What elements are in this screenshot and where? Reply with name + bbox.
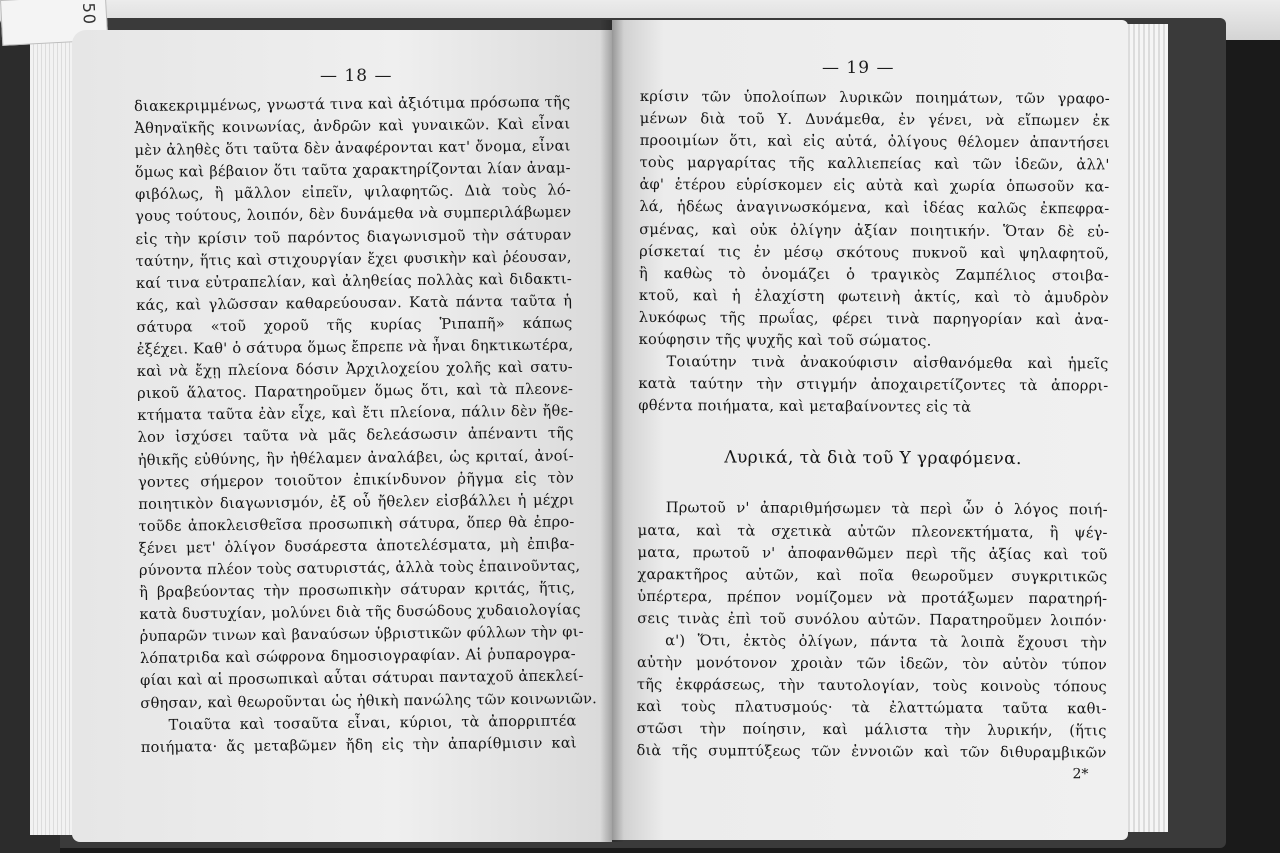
page-number-right: — 19 — — [822, 58, 895, 78]
text-line: σεις τινὰς ἐπὶ τοῦ συνόλου αὐτῶν. Παρατηροῦμεν λοιπόν· — [637, 609, 1108, 630]
text-line: τῆς ἐκφράσεως, τὴν ταυτολογίαν, τοὺς κοινοὺς τόπους — [636, 676, 1107, 696]
text-line: ματα, πρωτοῦ ν' ἀποφανθῶμεν περὶ τῆς ἀξίας καὶ τοῦ — [637, 543, 1108, 564]
text-line: φθέντα ποιήματα, καὶ μεταβαίνοντες εἰς τὰ — [638, 397, 972, 417]
text-line: διὰ τῆς συμπτύξεως τῶν ἐννοιῶν καὶ τῶν διθυραμβικῶν — [636, 742, 1107, 762]
text-line: τοὺς μαργαρίτας τῆς καλλιεπείας καὶ τῶν ἰδεῶν, ἀλλ' — [639, 154, 1110, 174]
text-line: χαρακτῆρος αὐτῶν, καὶ ποῖα θεωροῦμεν συγκριτικῶς — [637, 565, 1108, 586]
left-page — [72, 30, 612, 842]
text-line: φίαι καὶ αἱ προσωπικαὶ αὗται σάτυραι πανταχοῦ ἀπεκλεί- — [140, 667, 584, 690]
text-line: λον ἰσχύσει ταῦτα νὰ μᾶς δελεάσωσιν ἀπέναντι τῆς — [137, 424, 574, 447]
text-line: διακεκριμμένως, γνωστά τινα καὶ ἀξιότιμα πρόσωπα τῆς — [134, 93, 571, 115]
text-line: στῶσι τὴν ποίησιν, καὶ μάλιστα τὴν λυρικήν, (ἥτις — [636, 720, 1107, 740]
text-line: κρίσιν τῶν ὑπολοίπων λυρικῶν ποιημάτων, τῶν γραφο- — [639, 87, 1110, 108]
text-line: κατὰ δυστυχίαν, μολύνει διὰ τῆς δυσώδους χυδαιολογίας — [139, 601, 581, 624]
signature-mark: 2* — [1072, 765, 1089, 782]
text-line: λά, ἡδέως ἀναγινωσκόμενα, καὶ ἰδέας καλῶς ἐκπεφρα- — [639, 198, 1110, 218]
text-line: ἐξέχει. Καθ' ὁ σάτυρα ὅμως ἔπρεπε νὰ ἦναι δηκτικωτέρα, — [136, 336, 574, 359]
text-line: ρικοῦ ἅλατος. Παρατηροῦμεν ὅμως ὅτι, καὶ τὰ πλεονε- — [137, 380, 574, 403]
text-line: σάτυρα «τοῦ χοροῦ τῆς κυρίας Ῥιπαπῆ» κάπως — [136, 314, 573, 336]
text-line: Τοιαύτην τινὰ ἀνακούφισιν αἰσθανόμεθα καὶ ἡμεῖς — [666, 353, 1109, 373]
page-number-left: — 18 — — [320, 66, 393, 86]
text-line: καί τινα εὐτραπελίαν, καὶ ἀληθείας πολλὰς καὶ διδακτι- — [135, 270, 573, 292]
section-heading: Λυρικά, τὰ διὰ τοῦ Υ γραφόμενα. — [724, 447, 1022, 470]
text-line: τοῦδε ἀποκλεισθεῖσα προσωπικὴ σάτυρα, ὅπερ θὰ ἐπρο- — [138, 513, 575, 535]
library-tag-label: 50 — [78, 2, 99, 26]
text-line: ρύνοντα πλέον τοὺς σατυριστάς, ἀλλὰ τοὺς ἐπαινοῦντας, — [138, 557, 581, 579]
text-line: σθησαν, καὶ θεωροῦνται ὡς ἠθικὴ πανώλης τῶν κοινωνιῶν. — [140, 689, 598, 712]
text-line: ταύτην, ἥτις καὶ στιχουργίαν ἔχει φυσικὴν καὶ ῥέουσαν, — [135, 248, 572, 270]
text-line: κτήματα ταῦτα ἐὰν εἶχε, καὶ ἔτι πλείονα, πάλιν δὲν ἤθε- — [137, 402, 574, 425]
spacer — [638, 417, 1108, 447]
text-line: ἢ βραβεύοντας τὴν προσωπικὴν σάτυραν κριτάς, ἥτις, — [139, 579, 576, 602]
text-line: μὲν ἀληθὲς ὅτι ταῦτα δὲν ἀναφέρονται κατ' ὄνομα, εἶναι — [134, 137, 571, 160]
text-line: κατὰ ταύτην τὴν στιγμήν ἀποχαιρετίζοντες τὰ ἀπορρι- — [638, 375, 1109, 395]
paragraph-1 — [639, 86, 1110, 354]
text-line: λόπατριδα καὶ σώφρονα δημοσιογραφίαν. Αἱ ῥυπαρογρα- — [139, 645, 576, 668]
spacer — [638, 469, 1108, 499]
text-line: σμένας, καὶ οὐκ ὀλίγην ἀξίαν ποιητικήν. Ὅταν δὲ εὑ- — [639, 220, 1110, 241]
text-line: ρίσκεταί τις ἐν μέσῳ σκότους πυκνοῦ καὶ ψηλαφητοῦ, — [639, 242, 1110, 263]
text-line: Πρωτοῦ ν' ἀπαριθμήσωμεν τὰ περὶ ὧν ὁ λόγος ποιή- — [665, 499, 1108, 519]
text-line: ματα, καὶ τὰ σχετικὰ αὐτῶν πλεονεκτήματα, ἢ ψέγ- — [637, 521, 1108, 541]
text-line: Ἀθηναϊκῆς κοινωνίας, ἀνδρῶν καὶ γυναικῶν. Καὶ εἶναι — [134, 115, 571, 138]
text-line: ὅμως καὶ βέβαιον ὅτι ταῦτα χαρακτηρίζονται λίαν ἀναμ- — [134, 159, 571, 182]
text-line: ἠθικῆς εὐθύνης, ἣν ἠθέλαμεν ἀναλάβει, ὡς κριταί, ἀνοί- — [137, 446, 574, 469]
book-gutter — [600, 20, 624, 842]
text-line: λυκόφως τῆς πρωΐας, φέρει τινὰ παρηγορίαν καὶ ἀνα- — [638, 308, 1109, 329]
text-line: ξένει μετ' ὀλίγον δυσάρεστα ἀποτελέσματα, μὴ ἐπιβα- — [138, 535, 575, 557]
text-line: εἰς τὴν κρίσιν τοῦ παρόντος διαγωνισμοῦ τὴν σάτυραν — [135, 225, 572, 248]
left-page-text — [134, 91, 598, 758]
text-line: προοιμίων ὅτι, καὶ εἰς αὐτά, ὀλίγους θέλομεν ἀπαντήσει — [639, 132, 1110, 152]
text-line: ποιήματα· ἄς μεταβῶμεν ἤδη εἰς τὴν ἀπαρίθμισιν καὶ — [140, 734, 577, 756]
text-line: κτοῦ, καὶ ἡ ἐλαχίστη φωτεινὴ ἀκτίς, καὶ τὸ ἀμυδρὸν — [638, 286, 1109, 307]
text-line: καὶ νὰ ἔχῃ πλείονα δόσιν Ἀρχιλοχείου χολῆς καὶ σατυ- — [136, 358, 573, 381]
text-line: αὐτὴν μονότονον χροιὰν τῶν ἰδεῶν, τὸν αὐτὸν τύπον — [636, 654, 1108, 674]
right-page-text — [636, 86, 1110, 783]
text-line: μένων διὰ τοῦ Υ. Δυνάμεθα, ἐν γένει, νὰ εἴπωμεν ἐκ — [639, 110, 1110, 130]
text-line: ῥυπαρῶν τινων καὶ βαναύσων ὑβριστικῶν φύλλων τὴν φι- — [139, 623, 584, 646]
text-line: ποιητικὸν διαγωνισμόν, ἐξ οὗ ἤθελεν εἰσβάλλει ἡ μέχρι — [138, 491, 575, 513]
text-line: γους τούτους, λοιπόν, δὲν δυνάμεθα νὰ συμπεριλάβωμεν — [135, 203, 572, 226]
text-line: ἀφ' ἑτέρου εὑρίσκομεν εἰς αὐτὰ καὶ χωρία ὁπωσοῦν κα- — [639, 176, 1110, 196]
text-line: γοντες σήμερον τοιοῦτον ἐπικίνδυνον ῥῆγμα εἰς τὸν — [137, 469, 575, 491]
text-line: α') Ὅτι, ἐκτὸς ὀλίγων, πάντα τὰ λοιπὰ ἔχουσι τὴν — [665, 632, 1108, 652]
text-line: ὑπέρτερα, πρέπον νομίζομεν νὰ προτάξωμεν παρατηρή- — [637, 587, 1108, 608]
paragraph-2 — [638, 351, 1108, 420]
paragraph-3 — [636, 497, 1107, 765]
text-line: ἢ καθὼς τὸ ὀνομάζει ὁ τραγικὸς Ζαμπέλιος στοιβα- — [638, 264, 1110, 285]
text-line: κούφησιν τῆς ψυχῆς καὶ τοῦ σώματος. — [638, 331, 932, 350]
text-line: κάς, καὶ γλῶσσαν καθαρεύουσαν. Κατὰ πάντα ταῦτα ἡ — [136, 292, 573, 314]
right-page — [612, 20, 1128, 840]
text-line: καὶ τοὺς πλατυσμούς· τὰ ἐλαττώματα ταῦτα καθι- — [636, 698, 1107, 718]
text-line: Τοιαῦτα καὶ τοσαῦτα εἶναι, κύριοι, τὰ ἀπορριπτέα — [168, 712, 577, 734]
text-line: φιβόλως, ἢ μᾶλλον εἰπεῖν, ψιλαφητῶς. Διὰ τοὺς λό- — [134, 181, 572, 204]
